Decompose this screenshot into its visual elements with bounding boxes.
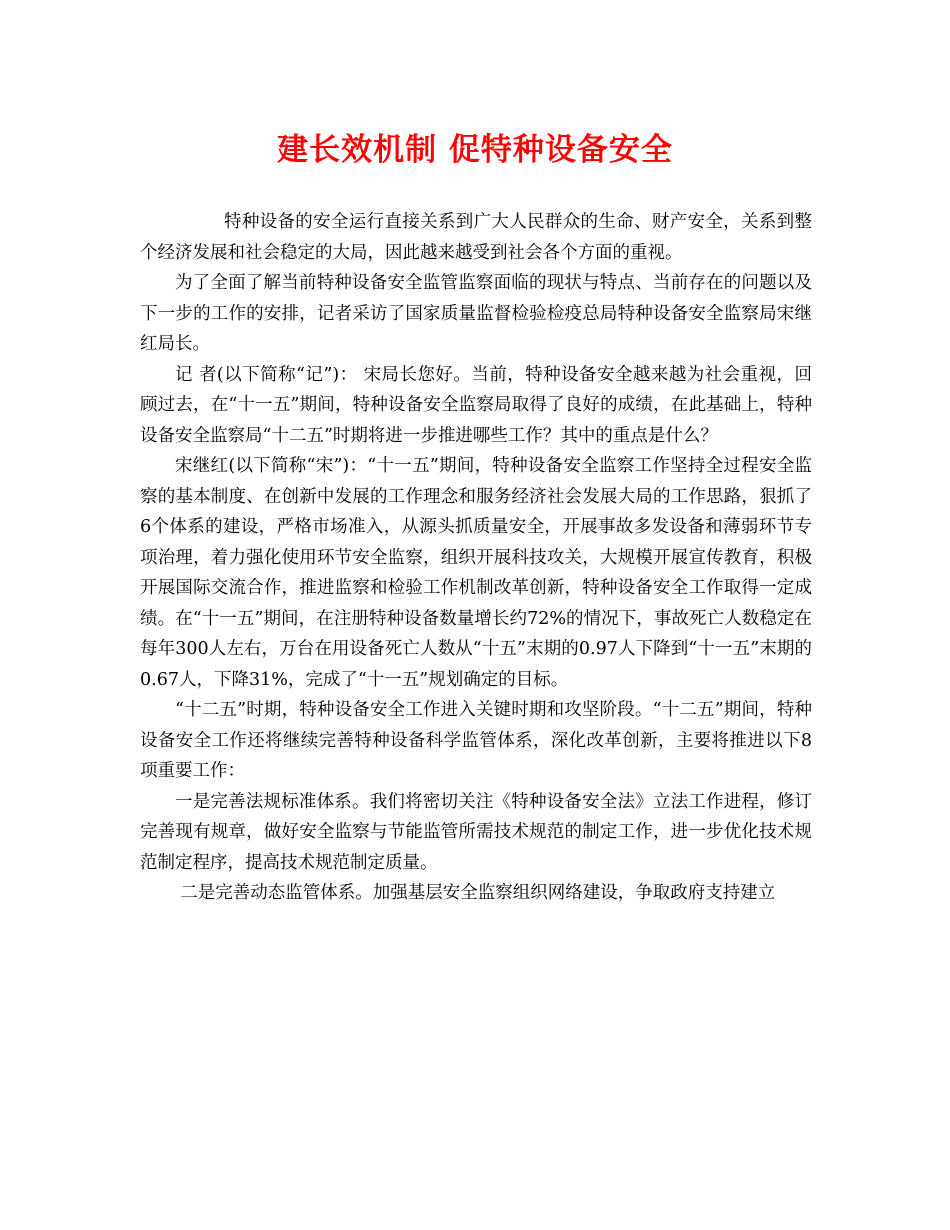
paragraph-purpose: 为了全面了解当前特种设备安全监管监察面临的现状与特点、当前存在的问题以及下一步的工作的安排，记者采访了国家质量监督检验检疫总局特种设备安全监察局宋继红局长。 (140, 273, 812, 354)
paragraph-intro: 特种设备的安全运行直接关系到广大人民群众的生命、财产安全，关系到整个经济发展和社会稳定的大局，因此越来越受到社会各个方面的重视。 (140, 212, 812, 263)
document-body (140, 207, 812, 909)
paragraph-song-answer: 宋继红(以下简称“宋”)：“十一五”期间，特种设备安全监察工作坚持全过程安全监察的基本制度、在创新中发展的工作理念和服务经济社会发展大局的工作思路，狠抓了6个体系的建设，严格市场准入，从源头抓质量安全，开展事故多发设备和薄弱环节专项治理，着力强化使用环节安全监察，组织开展科技攻关，大规模开展宣传教育，积极开展国际交流合作，推进监察和检验工作机制改革创新，特种设备安全工作取得一定成绩。在“十一五”期间，在注册特种设备数量增长约72%的情况下，事故死亡人数稳定在每年300人左右，万台在用设备死亡人数从“十五”末期的0.97人下降到“十一五”末期的0.67人，下降31%，完成了“十一五”规划确定的目标。 (140, 456, 812, 690)
paragraph-item-one: 一是完善法规标准体系。我们将密切关注《特种设备安全法》立法工作进程，修订完善现有规章，做好安全监察与节能监管所需技术规范的制定工作，进一步优化技术规范制定程序，提高技术规范制定质量。 (140, 791, 812, 873)
paragraph-reporter-question: 记 者(以下简称“记”)： 宋局长您好。当前，特种设备安全越来越为社会重视，回顾过去，在“十一五”期间，特种设备安全监察局取得了良好的成绩，在此基础上，特种设备安全监察局“十二五”时期将进一步推进哪些工作？其中的重点是什么？ (140, 364, 812, 446)
paragraph-twelfth-plan: “十二五”时期，特种设备安全工作进入关键时期和攻坚阶段。“十二五”期间，特种设备安全工作还将继续完善特种设备科学监管体系，深化改革创新，主要将推进以下8项重要工作： (140, 700, 812, 781)
document-title: 建长效机制 促特种设备安全 (277, 132, 673, 168)
paragraph-item-two: 二是完善动态监管体系。加强基层安全监察组织网络建设，争取政府支持建立 (180, 883, 776, 903)
